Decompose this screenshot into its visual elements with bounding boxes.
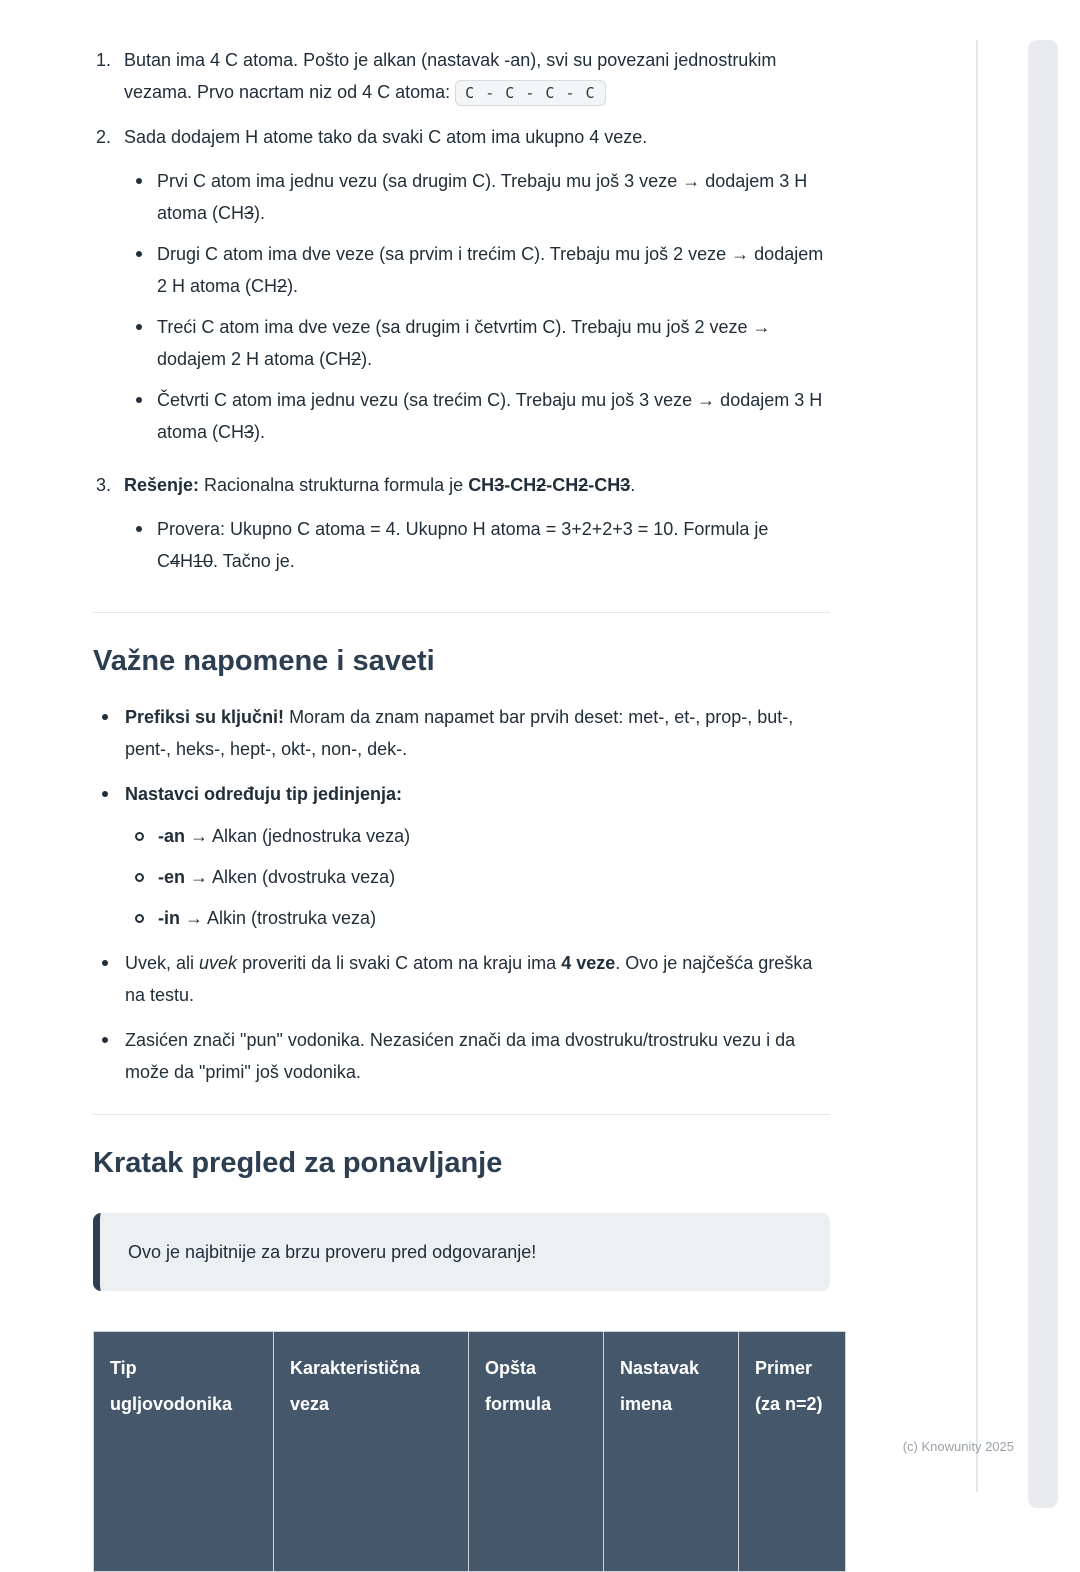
sub-bullet-item bbox=[124, 513, 830, 577]
circle-bullet-text: -in → Alkin (trostruka veza) bbox=[158, 908, 377, 928]
circle-bullet-text: -an → Alkan (jednostruka veza) bbox=[158, 826, 411, 846]
table-header-nastavak: Nastavak imena bbox=[604, 1332, 739, 1572]
sub-bullet-item bbox=[124, 238, 830, 302]
item-number: 1. bbox=[96, 50, 112, 70]
sub-bullet-item bbox=[124, 384, 830, 448]
numbered-item-2 bbox=[93, 121, 830, 457]
bullet-text: Zasićen znači "pun" vodonika. Nezasićen znači da ima dvostruku/trostruku vezu i da može da "primi" još vodonika. bbox=[125, 1030, 796, 1082]
bullet-item bbox=[93, 947, 830, 1011]
page-edge-divider bbox=[976, 40, 978, 1492]
sub-bullet-list bbox=[124, 165, 830, 448]
item-body bbox=[124, 469, 830, 586]
watermark: (c) Knowunity 2025 bbox=[902, 1439, 1014, 1454]
sub-bullet-list bbox=[124, 513, 830, 577]
notes-bullet-list bbox=[93, 701, 830, 1088]
item-text: Sada dodajem H atome tako da svaki C atom ima ukupno 4 veze. bbox=[124, 127, 648, 147]
bullet-text: Uvek, ali uvek proveriti da li svaki C atom na kraju ima 4 veze. Ovo je najčešća greška na testu. bbox=[125, 953, 813, 1005]
circle-bullet-item bbox=[125, 820, 830, 852]
numbered-list bbox=[93, 44, 830, 586]
summary-table bbox=[93, 1331, 846, 1572]
circle-bullet-text: -en → Alken (dvostruka veza) bbox=[158, 867, 396, 887]
sub-bullet-text: Drugi C atom ima dve veze (sa prvim i trećim C). Trebaju mu još 2 veze → dodajem 2 H atoma (CH2). bbox=[157, 244, 824, 296]
review-section-heading: Kratak pregled za ponavljanje bbox=[93, 1147, 503, 1179]
bullet-text: Nastavci određuju tip jedinjenja: bbox=[125, 784, 403, 804]
scrollbar[interactable] bbox=[1028, 40, 1058, 1508]
sub-bullet-item bbox=[124, 311, 830, 375]
callout-quote bbox=[93, 1213, 830, 1291]
document-content bbox=[93, 44, 830, 1572]
item-body bbox=[124, 44, 830, 109]
table-header-row bbox=[94, 1332, 846, 1572]
sub-bullet-text: Treći C atom ima dve veze (sa drugim i četvrtim C). Trebaju mu još 2 veze → dodajem 2 H atoma (CH2). bbox=[157, 317, 771, 369]
sub-bullet-item bbox=[124, 165, 830, 229]
item-number: 3. bbox=[96, 475, 112, 495]
sub-bullet-text: Prvi C atom ima jednu vezu (sa drugim C). Trebaju mu još 3 veze → dodajem 3 H atoma (CH3). bbox=[157, 171, 808, 223]
circle-bullet-item bbox=[125, 861, 830, 893]
sub-bullet-text: Provera: Ukupno C atoma = 4. Ukupno H atoma = 3+2+2+3 = 10. Formula je C4H10. Tačno je. bbox=[157, 519, 769, 571]
bullet-item bbox=[93, 778, 830, 934]
callout-quote-text: Ovo je najbitnije za brzu proveru pred odgovaranje! bbox=[128, 1242, 537, 1262]
section-divider bbox=[93, 1114, 830, 1115]
bullet-item bbox=[93, 701, 830, 765]
table-header-tip: Tip ugljovodonika bbox=[94, 1332, 274, 1572]
table-header-formula: Opšta formula bbox=[469, 1332, 604, 1572]
sub-bullet-text: Četvrti C atom ima jednu vezu (sa trećim C). Trebaju mu još 3 veze → dodajem 3 H atoma (CH3). bbox=[157, 390, 823, 442]
item-text: Rešenje: Racionalna strukturna formula je CH3-CH2-CH2-CH3. bbox=[124, 475, 636, 495]
bullet-text: Prefiksi su ključni! Moram da znam napamet bar prvih deset: met-, et-, prop-, but-, pent-, heks-, hept-, okt-, non-, dek-. bbox=[125, 707, 794, 759]
item-number: 2. bbox=[96, 127, 112, 147]
suffix-sub-list bbox=[125, 820, 830, 934]
bullet-item bbox=[93, 1024, 830, 1088]
table-header-veza: Karakteristična veza bbox=[274, 1332, 469, 1572]
section-divider bbox=[93, 612, 830, 613]
notes-section-heading: Važne napomene i saveti bbox=[93, 645, 435, 677]
item-text: Butan ima 4 C atoma. Pošto je alkan (nastavak -an), svi su povezani jednostrukim vezama. Prvo nacrtam niz od 4 C atoma: C - C - C - C bbox=[124, 44, 830, 109]
numbered-item-1 bbox=[93, 44, 830, 109]
item-body bbox=[124, 121, 830, 457]
circle-bullet-item bbox=[125, 902, 830, 934]
numbered-item-3 bbox=[93, 469, 830, 586]
table-header-primer: Primer (za n=2) bbox=[739, 1332, 846, 1572]
